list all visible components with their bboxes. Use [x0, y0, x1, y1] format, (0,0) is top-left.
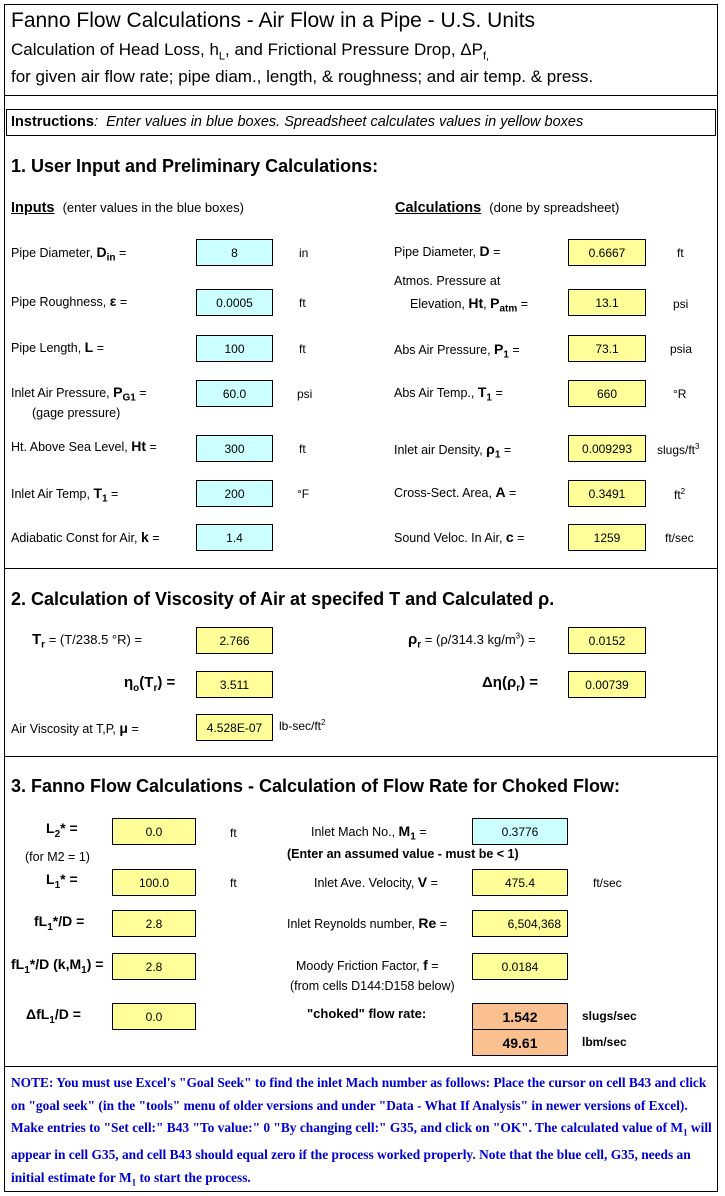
cross-sect-area-value: 0.3491	[568, 480, 646, 507]
unit-ft: ft	[299, 342, 306, 356]
label-l2-star: $L_2*$ =	[46, 820, 78, 840]
abs-air-temp-value: 660	[568, 380, 646, 407]
unit-psia: psia	[670, 342, 693, 356]
inlet-velocity-value: 475.4	[472, 869, 568, 896]
label-choked-flow-rate: "choked" flow rate:	[307, 1006, 427, 1021]
label-tr: $T_r = (T/238.5$ °R) =	[32, 631, 143, 651]
sound-veloc-value: 1259	[568, 524, 646, 551]
unit-ft: ft	[230, 876, 237, 890]
label-sound-veloc: Sound Veloc. In Air, c =	[394, 529, 525, 545]
moody-friction-value: 0.0184	[472, 953, 568, 980]
label-inlet-mach: Inlet Mach No., $M_1$ =	[311, 823, 427, 843]
label-pipe-roughness: Pipe Roughness, ε =	[11, 293, 128, 309]
friction-note: (from cells D144:D158 below)	[290, 979, 455, 993]
divider	[4, 568, 718, 569]
page-title: Fanno Flow Calculations - Air Flow in a Pipe - U.S. Units	[11, 9, 536, 32]
label-fl1-d: $fL_1*/D$ =	[34, 913, 85, 933]
label-inlet-velocity: Inlet Ave. Velocity, V =	[314, 874, 438, 890]
fl1-d-value: 2.8	[112, 910, 196, 937]
unit-ft: ft	[677, 246, 684, 260]
subtitle-line-1: Calculation of Head Loss, $h_L$, and Frictional Pressure Drop, $\Delta P_{f,}$	[11, 40, 490, 63]
label-inlet-air-density: Inlet air Density, $\rho_1$ =	[394, 441, 512, 461]
adiabatic-const-input[interactable]: 1.4	[196, 524, 273, 551]
label-pipe-diameter-input: Pipe Diameter, $D_{in}$ =	[11, 244, 127, 264]
unit-ft2: $ft^2$	[674, 487, 686, 502]
unit-ft-sec: ft/sec	[665, 531, 694, 545]
air-viscosity-value: 4.528E-07	[196, 714, 273, 741]
choked-flow-lbm-value: 49.61	[472, 1029, 568, 1056]
pipe-diameter-ft-value: 0.6667	[568, 239, 646, 266]
divider	[4, 1066, 718, 1067]
pipe-roughness-input[interactable]: 0.0005	[196, 289, 273, 316]
instructions-text: Instructions: Enter values in blue boxes. Spreadsheet calculates values in yellow boxes	[11, 114, 584, 130]
section-2-title: 2. Calculation of Viscosity of Air at specifed T and Calculated ρ.	[11, 589, 555, 609]
inlet-air-pressure-input[interactable]: 60.0	[196, 380, 273, 407]
unit-psi: psi	[297, 387, 313, 401]
label-air-viscosity: Air Viscosity at T,P, μ =	[11, 720, 139, 736]
fl1-d-km1-value: 2.8	[112, 953, 196, 980]
unit-slugs-sec: slugs/sec	[582, 1009, 637, 1023]
label-inlet-reynolds: Inlet Reynolds number, Re =	[287, 915, 448, 931]
choked-flow-slugs-value: 1.542	[472, 1003, 568, 1030]
gage-pressure-note: (gage pressure)	[32, 406, 121, 420]
l2-star-value: 0.0	[112, 818, 196, 845]
label-pipe-length: Pipe Length, L =	[11, 339, 105, 355]
section-1-title: 1. User Input and Preliminary Calculations:	[11, 156, 379, 176]
goal-seek-note: NOTE: You must use Excel's "Goal Seek" to find the inlet Mach number as follows: Place the cursor on cell B43 and click on "goal seek" (in the "tools" menu of older versions and under "Data - What If Analysis" in newer versions of Excel). Make entries to "Set cell:" B43 "To value:" 0 "By changing cell:" G35, and click on "OK". The calculated value of $M_1$ will appear in cell G35, and cell B43 should equal zero if the process worked properly. Note that the blue cell, G35, needs an initial estimate for $M_1$ to start the process.	[11, 1075, 712, 1188]
eta0-value: 3.511	[196, 671, 273, 698]
subtitle-line-2: for given air flow rate; pipe diam., length, & roughness; and air temp. & press.	[11, 67, 594, 86]
label-delta-eta: $\Delta\eta(\rho_r)$ =	[482, 674, 539, 694]
l2-note: (for M2 = 1)	[25, 850, 90, 864]
unit-ft: ft	[230, 826, 237, 840]
delta-eta-value: 0.00739	[568, 671, 646, 698]
label-pipe-diameter-ft: Pipe Diameter, D =	[394, 243, 501, 259]
unit-degf: °F	[297, 487, 310, 501]
section-3-title: 3. Fanno Flow Calculations - Calculation of Flow Rate for Choked Flow:	[11, 776, 621, 796]
unit-ft: ft	[299, 442, 306, 456]
abs-air-pressure-value: 73.1	[568, 335, 646, 362]
divider	[4, 95, 718, 96]
mach-note: (Enter an assumed value - must be < 1)	[287, 847, 519, 861]
label-eta0: $\eta_o(T_r)$ =	[124, 674, 176, 694]
inlet-reynolds-value: 6,504,368	[472, 910, 568, 937]
divider	[4, 756, 718, 757]
label-moody-friction: Moody Friction Factor, f =	[296, 957, 439, 973]
unit-in: in	[299, 246, 309, 260]
inlet-air-density-value: 0.009293	[568, 435, 646, 462]
label-adiabatic-const: Adiabatic Const for Air, k =	[11, 529, 160, 545]
label-rhor: $\rho_r = (\rho/314.3$ $kg/m^3$) =	[408, 631, 536, 651]
calculations-header: Calculations (done by spreadsheet)	[395, 200, 620, 216]
label-l1-star: $L_1*$ =	[46, 871, 78, 891]
label-atmos-pressure-line1: Atmos. Pressure at	[394, 274, 501, 288]
label-fl1-d-km1: $fL_1*/D$ $(k,M_1)$ =	[11, 956, 104, 976]
label-inlet-air-temp: Inlet Air Temp, $T_1$ =	[11, 485, 119, 505]
rhor-value: 0.0152	[568, 627, 646, 654]
unit-slugs-ft3: slugs/$ft^3$	[657, 442, 700, 457]
inputs-header: Inputs (enter values in the blue boxes)	[11, 200, 244, 216]
label-delta-fl1-d: ΔfL$_1$/D =	[26, 1006, 81, 1026]
unit-ft-sec: ft/sec	[593, 876, 622, 890]
inlet-air-temp-input[interactable]: 200	[196, 480, 273, 507]
inlet-mach-input[interactable]: 0.3776	[472, 818, 568, 845]
pipe-diameter-input[interactable]: 8	[196, 239, 273, 266]
atmos-pressure-value: 13.1	[568, 289, 646, 316]
delta-fl1-d-value: 0.0	[112, 1003, 196, 1030]
tr-value: 2.766	[196, 627, 273, 654]
l1-star-value: 100.0	[112, 869, 196, 896]
label-height-above-sea-level: Ht. Above Sea Level, Ht =	[11, 438, 157, 454]
unit-lbm-sec: lbm/sec	[582, 1035, 627, 1049]
unit-psi: psi	[673, 297, 689, 311]
label-inlet-air-pressure: Inlet Air Pressure, $P_{G1}$ =	[11, 384, 147, 404]
label-atmos-pressure-line2: Elevation, Ht, $P_{atm}$ =	[410, 295, 529, 315]
pipe-length-input[interactable]: 100	[196, 335, 273, 362]
label-abs-air-temp: Abs Air Temp., $T_1$ =	[394, 384, 503, 404]
label-cross-sect-area: Cross-Sect. Area, A =	[394, 484, 517, 500]
height-above-sea-level-input[interactable]: 300	[196, 435, 273, 462]
unit-degr: °R	[673, 387, 687, 401]
unit-ft: ft	[299, 296, 306, 310]
label-abs-air-pressure: Abs Air Pressure, $P_1$ =	[394, 341, 520, 361]
unit-lb-sec-ft2: $lb-\sec/ft^2$	[279, 718, 326, 733]
